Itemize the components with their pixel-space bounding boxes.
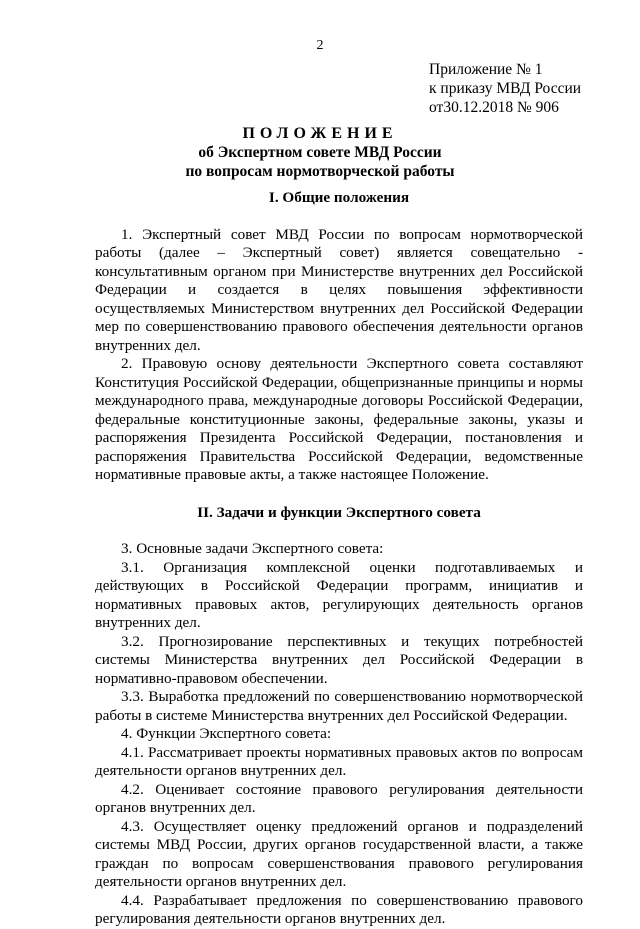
document-title: ПОЛОЖЕНИЕ	[242, 125, 398, 142]
paragraph-4: 4. Функции Экспертного совета:	[121, 725, 332, 742]
document-body	[95, 189, 583, 929]
section-heading-tasks: II. Задачи и функции Экспертного совета	[197, 503, 481, 521]
appendix-line-1: Приложение № 1	[429, 61, 543, 78]
paragraph-3-3: 3.3. Выработка предложений по совершенствованию нормотворческой работы в системе Министерства внутренних дел Российской Федерации.	[95, 688, 583, 724]
paragraph-2: 2. Правовую основу деятельности Экспертного совета составляют Конституция Российской Федерации, общепризнанные принципы и нормы международного права, международные договоры Российской Федерации, федеральные конституционные законы, федеральные законы, указы и распоряжения Президента Российской Федерации, постановления и распоряжения Правительства Российской Федерации, ведомственные нормативные правовые акты, а также настоящее Положение.	[95, 355, 583, 483]
paragraph-4-2: 4.2. Оценивает состояние правового регулирования деятельности органов внутренних дел.	[95, 780, 583, 816]
paragraph-3: 3. Основные задачи Экспертного совета:	[121, 540, 384, 557]
appendix-line-3: от30.12.2018 № 906	[429, 99, 559, 116]
paragraph-3-2: 3.2. Прогнозирование перспективных и текущих потребностей системы Министерства внутренних дел Российской Федерации в нормативно-правовом обеспечении.	[95, 632, 583, 687]
appendix-block	[429, 60, 581, 117]
appendix-line-2: к приказу МВД России	[429, 80, 582, 97]
page-number: 2	[316, 38, 324, 53]
document-subtitle-line-2: по вопросам нормотворческой работы	[185, 163, 455, 180]
paragraph-4-3: 4.3. Осуществляет оценку предложений органов и подразделений системы МВД России, других органов государственной власти, а также граждан по вопросам совершенствования правового регулирования деятельности органов внутренних дел.	[95, 817, 583, 890]
paragraph-4-4: 4.4. Разрабатывает предложения по совершенствованию правового регулирования деятельности органов внутренних дел.	[95, 891, 583, 927]
document-subtitle-line-1: об Экспертном совете МВД России	[198, 144, 442, 161]
paragraph-3-1: 3.1. Организация комплексной оценки подготавливаемых и действующих в Российской Федерации программ, инициатив и нормативных правовых актов, регулирующих деятельность органов внутренних дел.	[95, 558, 583, 631]
section-heading-general: I. Общие положения	[268, 189, 410, 206]
paragraph-1: 1. Экспертный совет МВД России по вопросам нормотворческой работы (далее – Экспертный совет) является совещательно - консультативным органом при Министерстве внутренних дел Российской Федерации и создается в целях повышения эффективности осуществляемых Министерством внутренних дел Российской Федерации мер по совершенствованию правового обеспечения деятельности органов внутренних дел.	[95, 225, 583, 354]
document-title-block	[0, 124, 640, 181]
paragraph-4-1: 4.1. Рассматривает проекты нормативных правовых актов по вопросам деятельности органов внутренних дел.	[95, 743, 583, 779]
